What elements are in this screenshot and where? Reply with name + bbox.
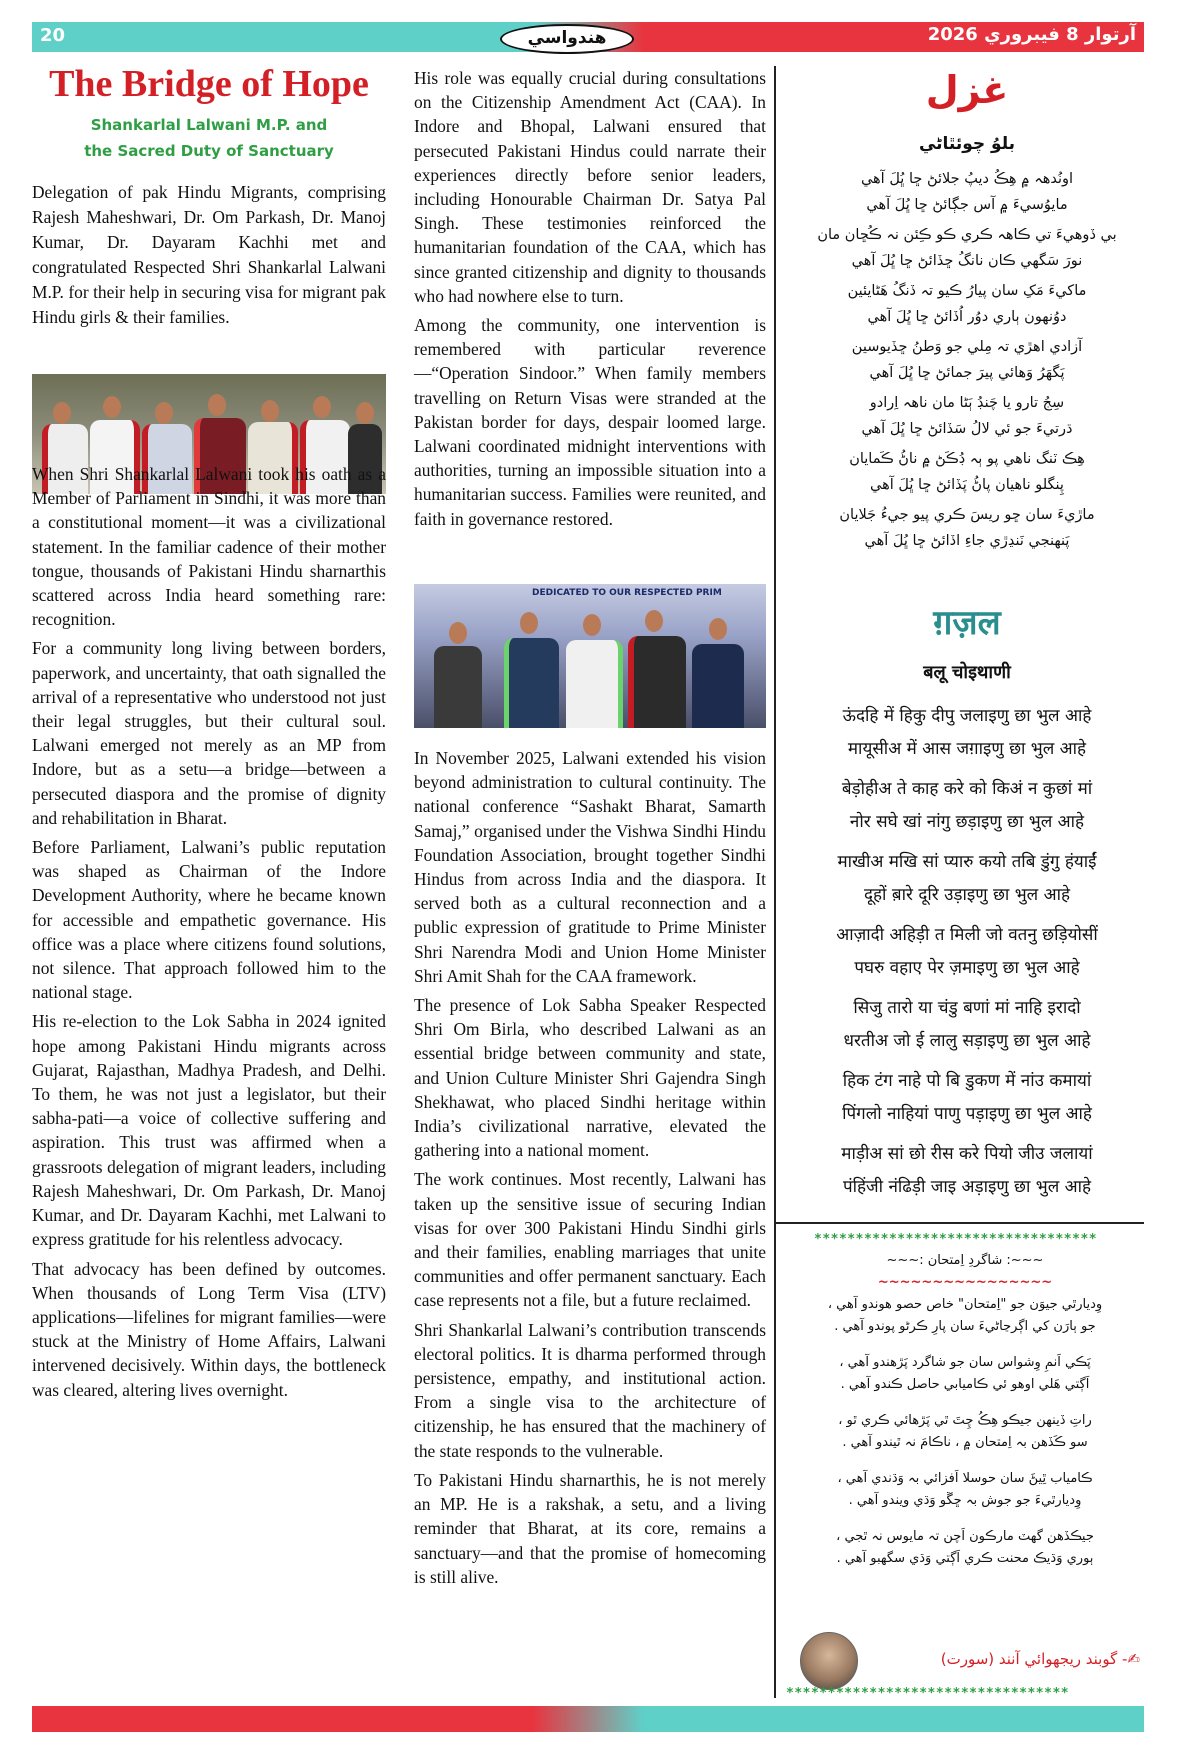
photo-person (692, 616, 744, 728)
verse-line: دوُنهون ٻاري دوُر اُڏائڻ ڇا ڀُلَ آهي (867, 309, 1067, 325)
stanza (790, 700, 1144, 766)
article-column-2-lower (414, 746, 766, 1594)
paragraph: In November 2025, Lalwani extended his vision beyond administration to cultural continuity. The national conference “Sashakt Bharat, Samarth Samaj,” organised under the Vishwa Sindhi Hindu Foundation Association, brought together Sindhi Hindus from across India and the diaspora. It served both as a cultural reconnection and a public expression of gratitude to Prime Minister Shri Narendra Modi and Union Home Minister Shri Amit Shah for the CAA framework. (414, 748, 766, 986)
verse-line: ماڙيءَ سان ڇو ريسَ ڪري پيو جيءُ جَلايان (839, 507, 1095, 523)
column-divider (774, 66, 776, 1698)
star-border-top: ********************************** (814, 1232, 1098, 1247)
stanza (790, 446, 1144, 498)
verse-line: नोर सघे खां नांगु छड़ाइणु छा भुल आहे (849, 812, 1085, 832)
paragraph: Shri Shankarlal Lalwani’s contribution transcends electoral politics. It is dharma performed through persistence, empathy, and institutional action. From a single visa to the architecture of citizenship, he has ensured that the machinery of the state responds to the vulnerable. (414, 1319, 766, 1461)
paragraph: That advocacy has been defined by outcomes. When thousands of Long Term Visa (LTV) applications—lifelines for migrant families—were stuck at the Ministry of Home Affairs, Lalwani intervened decisively. Within days, the bottleneck was cleared, altering lives overnight. (32, 1258, 386, 1400)
stanza (790, 846, 1144, 912)
paragraph: Among the community, one intervention is remembered with particular reverence—“Operation Sindoor.” When family members travelling on Return Visas were stranded at the Pakistan border for days, despair loomed large. Lalwani coordinated midnight interventions with authorities, turning an impossible situation into a humanitarian success. Families were reunited, and faith in governance restored. (414, 315, 766, 529)
article-headline: The Bridge of Hope (49, 63, 369, 105)
verse-line: माड़ीअ सां छो रीस करे पियो जीउ जलायां (841, 1144, 1093, 1164)
verse-line: هِڪ ٽنگ ناهي پو ٻہ ڊُڪَڻ ۾ ناڻُ ڪَمايان (849, 451, 1085, 467)
stanza (790, 334, 1144, 386)
verse-line: اَڳتي هَلي اوهو ئي ڪاميابي حاصل ڪندو آهي . (840, 1377, 1090, 1392)
verse-line: हिक टंग नाहे पो बि डुकण में नांउ कमायां (842, 1071, 1092, 1091)
stanza (790, 1352, 1140, 1396)
verse-line: نورَ سَگهي ڪان نانگُ ڇڏائڻ ڇا ڀُلَ آهي (851, 253, 1083, 269)
star-border-bottom: ********************************** (786, 1686, 1070, 1701)
author-name: ✍- گوبند ريجهوائي آنند (سورت) (940, 1650, 1140, 1668)
verse-line: سو ڪَڏهن بہ اِمتحان ۾ ، ناڪامَ نہ ٿيندو آهي . (842, 1435, 1088, 1450)
stanza (790, 166, 1144, 218)
stanza (790, 1138, 1144, 1204)
article-column-1 (32, 462, 386, 1407)
paragraph: The presence of Lok Sabha Speaker Respected Shri Om Birla, who described Lalwani as an essential bridge between community and state, and Union Culture Minister Shri Gajendra Singh Shekhawat, who placed Sindhi heritage within India’s civilizational narrative, elevated the gathering into a national moment. (414, 995, 766, 1161)
stanza (790, 992, 1144, 1058)
photo-person (566, 612, 618, 728)
paragraph: His role was equally crucial during consultations on the Citizenship Amendment Act (CAA). In Indore and Bhopal, Lalwani ensured that persecuted Pakistani Hindus could narrate their experiences directly before senior leaders, including Honourable Chairman Dr. Satya Pal Singh. These testimonies reinforced the humanitarian foundation of the CAA, which has since granted citizenship and dignity to thousands who had nowhere else to turn. (414, 68, 766, 306)
verse-line: اونُدهہ ۾ هِڪُ ديپُ جلائڻ ڇا ڀُلَ آهي (860, 171, 1074, 187)
stanza (790, 1294, 1140, 1338)
article-subtitle (32, 112, 386, 164)
photo-banner-text: DEDICATED TO OUR RESPECTED PRIM (532, 588, 722, 598)
paragraph: The work continues. Most recently, Lalwani has taken up the sensitive issue of securing Indian visas for over 300 Pakistani Hindu Sindhi girls and their families, enabling marriages that unite communities and offer permanent sanctuary. Each case represents not a file, but a future reclaimed. (414, 1169, 766, 1311)
verse-line: दूहों ब़ारे दूरि उड़ाइणु छा भुल आहे (864, 885, 1070, 905)
stanza (790, 502, 1144, 554)
verse-line: پِنگلو ناهيان پاڻُ پَڏائڻ ڇا ڀُلَ آهي (870, 477, 1064, 493)
stanza (790, 222, 1144, 274)
verse-line: मायूसीअ में आस जग़ाइणु छा भुल आहे (847, 739, 1087, 759)
verse-line: ऊंदहि में हिकु दीपु जलाइणु छा भुल आहे (842, 706, 1092, 726)
footer-band (32, 1706, 1144, 1732)
verse-line: پَڪي اَنمِ وِشواس سان جو شاگرد پَڙهندو آهي ، (839, 1355, 1091, 1370)
article-intro: Delegation of pak Hindu Migrants, comprising Rajesh Maheshwari, Dr. Om Parkash, Dr. Manoj Kumar, Dr. Dayaram Kachhi met and congratulated Respected Shri Shankarlal Lalwani M.P. for their help in securing visa for migrant pak Hindu girls & their families. (32, 182, 386, 327)
tilde-divider: ~~~~~~~~~~~~~~~~ (877, 1275, 1053, 1290)
sindhi-ghazal-poet: بلوُ چوئٿاڻي (918, 134, 1016, 154)
verse-line: बेड़ोहीअ ते काह करे को किअं न कुछां मां (841, 779, 1093, 799)
subtitle-line-2: the Sacred Duty of Sanctuary (84, 142, 334, 160)
header-band (32, 22, 1144, 52)
verse-line: پَگهَرُ وَهائي پيرَ جمائڻ ڇا ڀُلَ آهي (869, 365, 1065, 381)
verse-line: ماکيءَ مَکِ سان پيارُ ڪيو تہ ڏنگُ هَڻايئين (847, 283, 1087, 299)
verse-line: پَنهنجي نَنڍڙي جاءِ اڏائڻ ڇا ڀُلَ آهي (864, 533, 1070, 549)
conference-photo (414, 584, 766, 728)
hindi-gazal-title: ग़ज़ल (933, 603, 1001, 643)
stanza (790, 278, 1144, 330)
verse-line: وِديارٿي جيوَن جو "اِمتحان" خاص حصو هوندو آهي ، (827, 1297, 1103, 1312)
paragraph: When Shri Shankarlal Lalwani took his oath as a Member of Parliament in Sindhi, it was more than a constitutional moment—it was a civilizational statement. In the familiar cadence of their mother tongue, thousands of Pakistani Hindu sharnarthis scattered across India heard something rare: recognition. (32, 464, 386, 630)
stanza (790, 390, 1144, 442)
section-rule (774, 1222, 1144, 1224)
photo-person (434, 618, 482, 728)
author-avatar (800, 1632, 858, 1690)
paragraph: His re-election to the Lok Sabha in 2024 ignited hope among Pakistani Hindu migrants across Gujarat, Rajasthan, Madhya Pradesh, and Delhi. To them, he was not just a legislator, but their sabha-pati—a voice of collective suffering and aspiration. This trust was affirmed when a grassroots delegation of migrant leaders, including Rajesh Maheshwari, Dr. Om Parkash, Dr. Manoj Kumar, and Dr. Dayaram Kachhi, met Lalwani to express gratitude for his relentless advocacy. (32, 1011, 386, 1250)
issue-date: آرتوار 8 فيبروري 2026 (927, 24, 1136, 45)
verse-line: سِجُ تارو يا چَنڊُ ٻَڻا مان ناهہ اِرادو (869, 395, 1065, 411)
hindi-gazal-verses (790, 700, 1144, 1211)
verse-line: धरतीअ जो ई लालु सड़ाइणु छा भुल आहे (843, 1031, 1091, 1051)
page-number: 20 (40, 25, 66, 46)
verse-line: पघरु वहाए पेर ज़माइणु छा भुल आहे (854, 958, 1080, 978)
stanza (790, 773, 1144, 839)
subtitle-line-1: Shankarlal Lalwani M.P. and (90, 116, 328, 134)
verse-line: ڪامياب ٿِيڻَ سان حوسلا اَفزائي بہ وَڌندي آهي ، (837, 1471, 1093, 1486)
paragraph: Before Parliament, Lalwani’s public reputation was shaped as Chairman of the Indore Development Authority, where he became known for accessible and empathetic governance. His office was a place where citizens found solutions, not silence. That approach followed him to the national stage. (32, 837, 386, 1003)
verse-line: पिंगलो नाहियां पाणु पड़ाइणु छा भुल आहे (842, 1104, 1092, 1124)
student-poem-title: ~~~: شاگردِ اِمتحان :~~~ (886, 1253, 1044, 1268)
verse-line: بي ڏوهيءَ تي ڪاهہ ڪري ڪو ڪِئن نہ ڪُڇان مان (817, 227, 1117, 243)
stanza (790, 1410, 1140, 1454)
sindhi-ghazal-title: غزل (925, 68, 1009, 112)
stanza (790, 1065, 1144, 1131)
newspaper-logo: هندواسي (500, 24, 634, 54)
student-poem-author (800, 1632, 1144, 1688)
article-column-2 (414, 66, 766, 536)
sindhi-ghazal-verses (790, 166, 1144, 558)
stanza (790, 919, 1144, 985)
verse-line: सिजु तारो या चंडु बणां मां नाहि इरादो (853, 998, 1081, 1018)
verse-line: راتِ ڏينهن جيڪو هِڪُ چِتَ ٿي پَڙهائي ڪري ٿو ، (838, 1413, 1092, 1428)
paragraph: For a community long living between borders, paperwork, and uncertainty, that oath signalled the arrival of a representative who understood not just their legal struggles, but their cultural soul. Lalwani emerged not merely as an MP from Indore, but as a setu—a bridge—between a persecuted diaspora and the promise of dignity and rehabilitation in Bharat. (32, 638, 386, 828)
verse-line: مايوُسيءَ ۾ آس جڳائڻ ڇا ڀُلَ آهي (866, 197, 1068, 213)
hindi-gazal-poet: बलू चोइथाणी (923, 662, 1011, 683)
photo-person (504, 610, 554, 728)
paragraph: To Pakistani Hindu sharnarthis, he is not merely an MP. He is a rakshak, a setu, and a living reminder that Bharat, at its core, remains a sanctuary—and that the promise of homecoming is still alive. (414, 1469, 766, 1587)
verse-line: पंहिंजी नंढिड़ी जाइ अड़ाइणु छा भुल आहे (842, 1177, 1092, 1197)
verse-line: माखीअ मखि सां प्यारु कयो तबि डुंगु हंयाईं (837, 852, 1097, 872)
verse-line: ٻوري وَڌيڪ محنت ڪري اَڳتي وَڌي سگهبو آهي . (836, 1551, 1094, 1566)
stanza (790, 1526, 1140, 1570)
verse-line: جو ٻارَن کي اڳرڃاڻيءَ سان پارِ ڪرڻو پوندو آهي . (834, 1319, 1096, 1334)
verse-line: आज़ादी अहिड़ी त मिली जो वतनु छड़ियोसीं (836, 925, 1098, 945)
photo-person (628, 608, 680, 728)
stanza (790, 1468, 1140, 1512)
verse-line: ڌرتيءَ جو ئي لالُ سَڏائڻ ڇا ڀُلَ آهي (861, 421, 1073, 437)
verse-line: جيڪڏهن گهٽ مارڪون اَچن تہ مايوس نہ ٿجي ، (836, 1529, 1094, 1544)
verse-line: آزادي اهڙي تہ مِلي جو وَطنُ ڇڏيوسين (851, 339, 1083, 355)
student-poem (790, 1250, 1140, 1584)
verse-line: وِديارٿيءَ جو جوش بہ ڇڱو وَڌي ويندو آهي . (848, 1493, 1082, 1508)
